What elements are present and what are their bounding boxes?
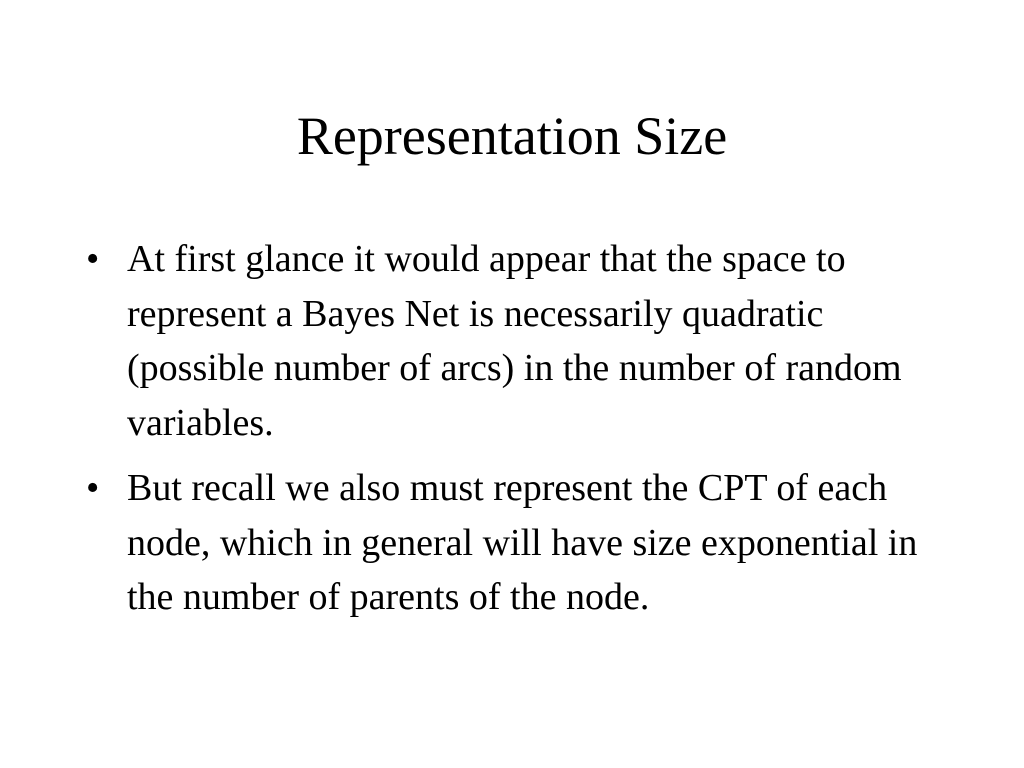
bullet-item-2 xyxy=(86,461,956,625)
bullet-text-1: At first glance it would appear that the space to represent a Bayes Net is necessarily quadratic (possible number of arcs) in the number of random variables. xyxy=(127,238,902,444)
slide-title: Representation Size xyxy=(296,106,728,166)
bullet-text-2: But recall we also must represent the CPT of each node, which in general will have size exponential in the number of parents of the node. xyxy=(127,467,918,618)
bullet-icon: • xyxy=(86,467,100,509)
bullet-item-1 xyxy=(86,232,956,450)
bullet-list xyxy=(86,232,956,636)
bullet-icon: • xyxy=(86,238,100,280)
